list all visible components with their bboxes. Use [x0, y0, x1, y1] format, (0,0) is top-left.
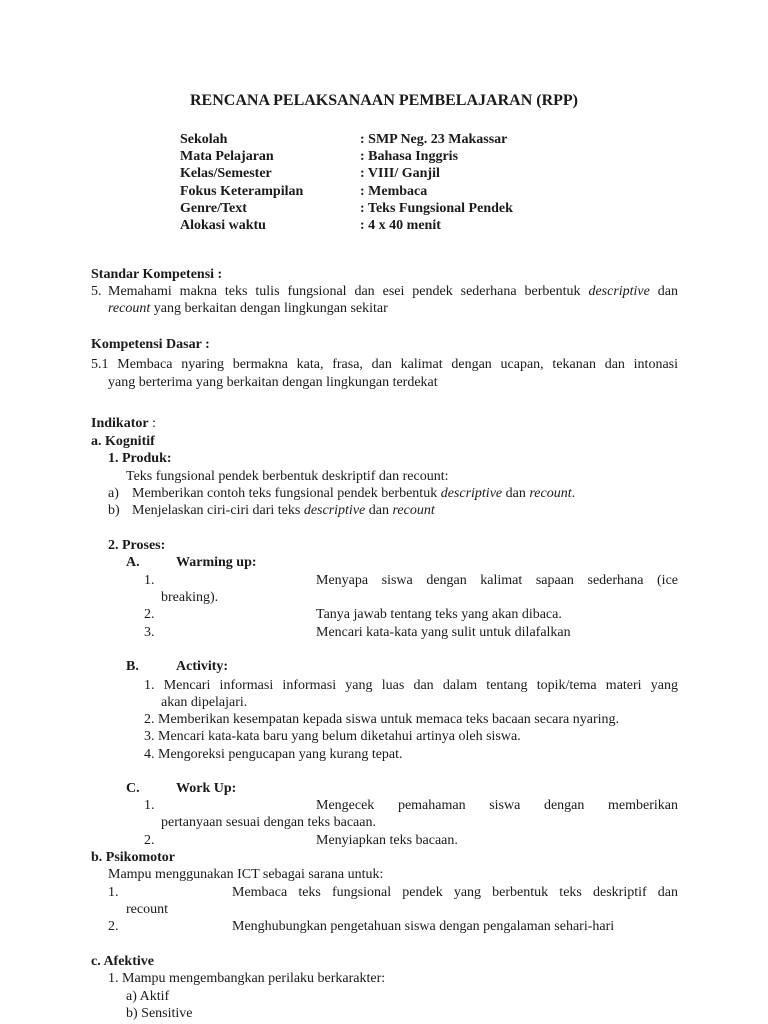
- afektive-subitem: b) Sensitive: [126, 1006, 193, 1021]
- activity-item: 2. Memberikan kesempatan kepada siswa untuk memaca teks bacaan secara nyaring.: [144, 712, 620, 727]
- warming-up-mark: A.: [126, 555, 140, 570]
- kd-heading: Kompetensi Dasar :: [91, 337, 210, 352]
- produk-item-a: Memberikan contoh teks fungsional pendek berbentuk descriptive dan recount.: [132, 486, 576, 501]
- indikator-heading: Indikator :: [91, 416, 156, 431]
- sk-heading: Standar Kompetensi :: [91, 267, 223, 282]
- identity-label: Fokus Keterampilan: [180, 184, 304, 199]
- warming-up-item: Mencari kata-kata yang sulit untuk dilafalkan: [316, 625, 571, 640]
- activity-item: 1. Mencari informasi informasi yang luas dan dalam tentang topik/tema materi yang: [144, 678, 678, 693]
- kognitif-heading: a. Kognitif: [91, 434, 155, 449]
- produk-item-b: Menjelaskan ciri-ciri dari teks descriptive dan recount: [132, 503, 435, 518]
- warming-up-number: 2.: [144, 607, 155, 622]
- afektive-subitem: a) Aktif: [126, 989, 170, 1004]
- kd-line-2: yang berterima yang berkaitan dengan lingkungan terdekat: [108, 375, 438, 390]
- psikomotor-number: 1.: [108, 885, 119, 900]
- produk-item-a-mark: a): [108, 486, 119, 501]
- activity-mark: B.: [126, 659, 139, 674]
- psikomotor-number: 2.: [108, 919, 119, 934]
- identity-label: Sekolah: [180, 132, 228, 147]
- warming-up-number: 3.: [144, 625, 155, 640]
- sk-number: 5.: [91, 284, 102, 299]
- identity-value: : Teks Fungsional Pendek: [360, 201, 513, 216]
- identity-label: Genre/Text: [180, 201, 247, 216]
- identity-label: Kelas/Semester: [180, 166, 272, 181]
- activity-heading: Activity:: [176, 659, 229, 674]
- produk-heading: 1. Produk:: [108, 451, 172, 466]
- kd-line-1: 5.1 Membaca nyaring bermakna kata, frasa, dan kalimat dengan ucapan, tekanan dan intonasi: [91, 357, 678, 372]
- psikomotor-intro: Mampu menggunakan ICT sebagai sarana untuk:: [108, 867, 384, 882]
- identity-value: : Membaca: [360, 184, 428, 199]
- produk-item-b-mark: b): [108, 503, 120, 518]
- sk-line-1: Memahami makna teks tulis fungsional dan esei pendek sederhana berbentuk descriptive dan: [108, 284, 678, 299]
- activity-item: 4. Mengoreksi pengucapan yang kurang tepat.: [144, 747, 403, 762]
- identity-value: : 4 x 40 menit: [360, 218, 441, 233]
- identity-value: : VIII/ Ganjil: [360, 166, 440, 181]
- activity-item: 3. Mencari kata-kata baru yang belum diketahui artinya oleh siswa.: [144, 729, 521, 744]
- warming-up-number: 1.: [144, 573, 155, 588]
- warming-up-heading: Warming up:: [176, 555, 257, 570]
- warming-up-item-cont: breaking).: [161, 590, 219, 605]
- work-up-number: 2.: [144, 833, 155, 848]
- sk-line-2: recount yang berkaitan dengan lingkungan sekitar: [108, 301, 388, 316]
- psikomotor-heading: b. Psikomotor: [91, 850, 175, 865]
- identity-value: : Bahasa Inggris: [360, 149, 459, 164]
- proses-heading: 2. Proses:: [108, 538, 166, 553]
- work-up-mark: C.: [126, 781, 140, 796]
- work-up-item: Mengecek pemahaman siswa dengan memberikan: [316, 798, 678, 813]
- work-up-item-cont: pertanyaan sesuai dengan teks bacaan.: [161, 815, 376, 830]
- afektive-item: 1. Mampu mengembangkan perilaku berkarakter:: [108, 971, 386, 986]
- produk-intro: Teks fungsional pendek berbentuk deskriptif dan recount:: [126, 469, 449, 484]
- document-title: RENCANA PELAKSANAAN PEMBELAJARAN (RPP): [190, 92, 578, 109]
- warming-up-item: Menyapa siswa dengan kalimat sapaan sederhana (ice: [316, 573, 678, 588]
- work-up-number: 1.: [144, 798, 155, 813]
- afektive-heading: c. Afektive: [91, 954, 154, 969]
- warming-up-item: Tanya jawab tentang teks yang akan dibaca.: [316, 607, 562, 622]
- psikomotor-item: Membaca teks fungsional pendek yang berbentuk teks deskriptif dan: [232, 885, 678, 900]
- work-up-item: Menyiapkan teks bacaan.: [316, 833, 458, 848]
- identity-label: Alokasi waktu: [180, 218, 266, 233]
- psikomotor-item: Menghubungkan pengetahuan siswa dengan pengalaman sehari-hari: [232, 919, 615, 934]
- activity-item-cont: akan dipelajari.: [161, 695, 248, 710]
- work-up-heading: Work Up:: [176, 781, 237, 796]
- psikomotor-item-cont: recount: [126, 902, 168, 917]
- identity-value: : SMP Neg. 23 Makassar: [360, 132, 508, 147]
- identity-label: Mata Pelajaran: [180, 149, 274, 164]
